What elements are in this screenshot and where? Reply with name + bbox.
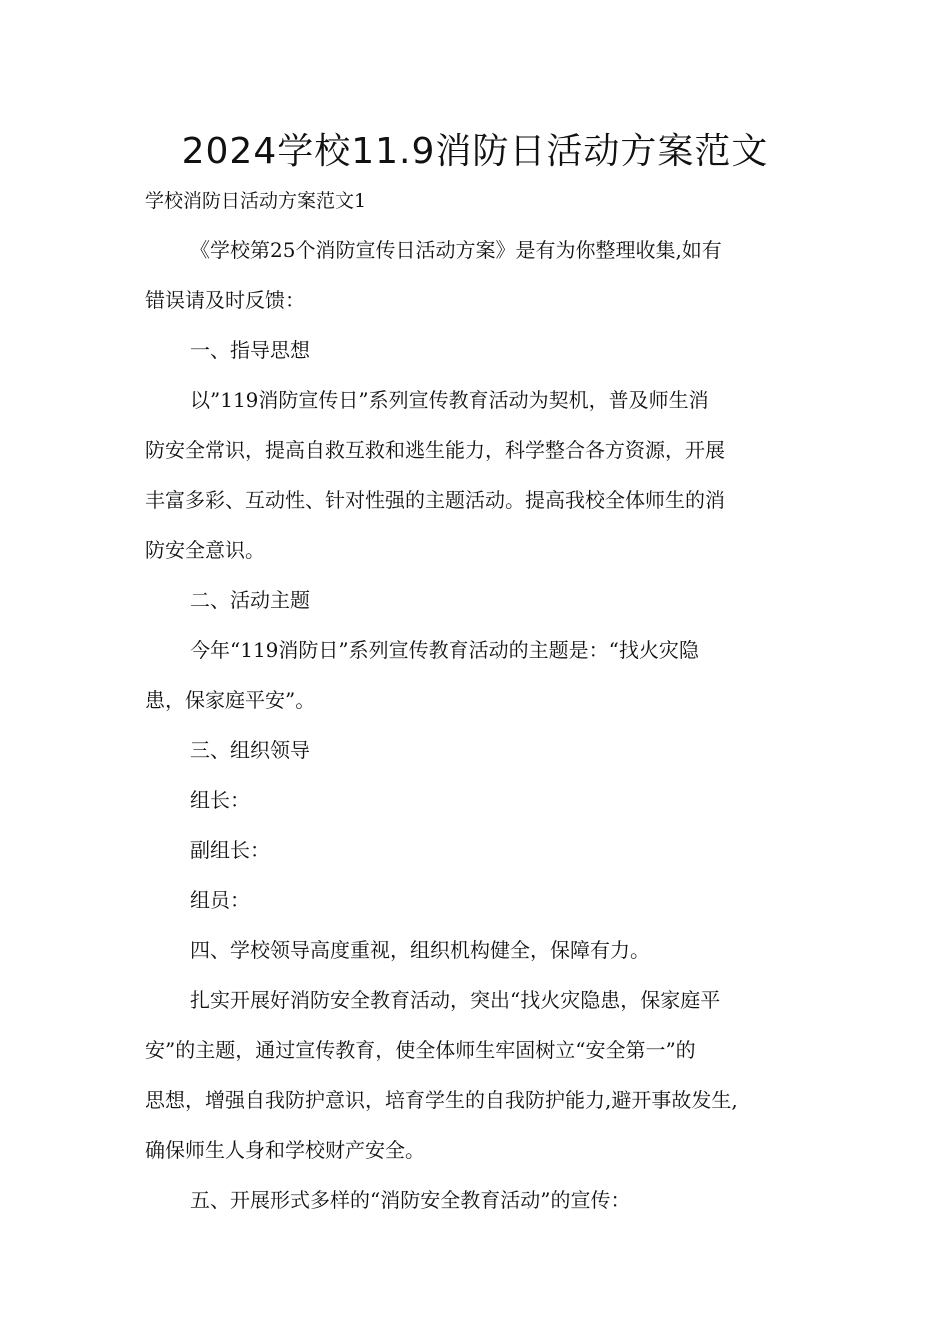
paragraph-line: 患，保家庭平安”。: [145, 688, 316, 712]
document-title: 2024学校11.9消防日活动方案范文: [181, 131, 769, 172]
section-heading: 五、开展形式多样的“消防安全教育活动”的宣传：: [190, 1188, 631, 1212]
paragraph-line: 《学校第25个消防宣传日活动方案》是有为你整理收集,如有: [190, 238, 722, 262]
section-heading: 四、学校领导高度重视，组织机构健全，保障有力。: [190, 938, 650, 962]
paragraph-line: 思想，增强自我防护意识，培育学生的自我防护能力,避开事故发生,: [145, 1088, 738, 1112]
paragraph-line: 确保师生人身和学校财产安全。: [145, 1138, 425, 1162]
paragraph-line: 今年“119消防日”系列宣传教育活动的主题是：“找火灾隐: [190, 638, 699, 662]
paragraph-line: 副组长：: [190, 838, 270, 862]
paragraph-line: 扎实开展好消防安全教育活动，突出“找火灾隐患，保家庭平: [190, 988, 721, 1012]
section-heading: 一、指导思想: [190, 338, 310, 362]
paragraph-line: 组员：: [190, 888, 250, 912]
document-subtitle: 学校消防日活动方案范文1: [145, 190, 367, 212]
section-heading: 三、组织领导: [190, 738, 310, 762]
section-heading: 二、活动主题: [190, 588, 310, 612]
paragraph-line: 错误请及时反馈：: [145, 288, 305, 312]
paragraph-line: 组长：: [190, 788, 250, 812]
paragraph-line: 安”的主题，通过宣传教育，使全体师生牢固树立“安全第一”的: [145, 1038, 696, 1062]
paragraph-line: 防安全常识，提高自救互救和逃生能力，科学整合各方资源，开展: [145, 438, 725, 462]
paragraph-line: 丰富多彩、互动性、针对性强的主题活动。提高我校全体师生的消: [145, 488, 725, 512]
paragraph-line: 防安全意识。: [145, 538, 265, 562]
paragraph-line: 以”119消防宣传日”系列宣传教育活动为契机，普及师生消: [190, 388, 709, 412]
